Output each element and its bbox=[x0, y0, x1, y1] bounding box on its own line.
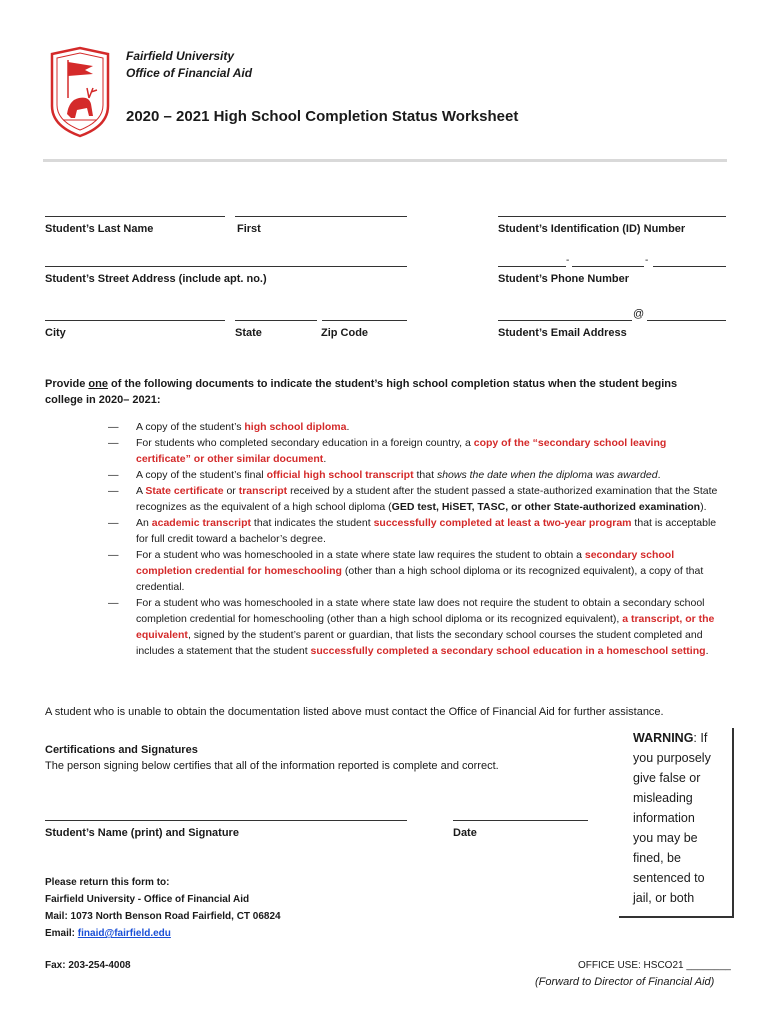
office-use-line: OFFICE USE: HSCO21 ________ bbox=[578, 960, 731, 971]
list-item: — A State certificate or transcript received by a student after the student passed a state-authorized examination that the State recognizes as the equivalent of a high school diploma (GED test, HiSET, TASC, or other State-authorized examination). bbox=[108, 485, 718, 513]
signature-field[interactable] bbox=[45, 820, 407, 821]
email-label: Student’s Email Address bbox=[498, 327, 627, 339]
email-user-field[interactable] bbox=[498, 320, 632, 321]
fax-number: Fax: 203-254-4008 bbox=[45, 960, 131, 971]
email-domain-field[interactable] bbox=[647, 320, 726, 321]
zip-label: Zip Code bbox=[321, 327, 369, 339]
list-item: — For students who completed secondary education in a foreign country, a copy of the “secondary school leaving certificate” or other similar document. bbox=[108, 437, 667, 465]
date-field[interactable] bbox=[453, 820, 588, 821]
list-item: — For a student who was homeschooled in a state where state law does not require the student to obtain a secondary school completion credential for homeschooling (other than a high school diploma or its recognized equivalent), a transcript, or the equivalent, signed by the student’s parent or guardian, that lists the secondary school courses the student completed and includes a statement that the student successfully completed a secondary school education in a homeschool setting. bbox=[108, 597, 715, 657]
return-address: Please return this form to: Fairfield University - Office of Financial Aid Mail: 1073 North Benson Road Fairfield, CT 06824 Email: finaid@fairfield.edu bbox=[45, 877, 281, 939]
email-at-sign: @ bbox=[633, 308, 645, 320]
university-crest-logo bbox=[49, 46, 111, 138]
phone-separator: - bbox=[566, 255, 570, 266]
warning-box: WARNING: If you purposely give false or misleading information you may be fined, be sentenced to jail, or both bbox=[619, 728, 734, 918]
header-org bbox=[126, 48, 252, 82]
last-name-label: Student’s Last Name bbox=[45, 223, 154, 235]
phone-prefix-field[interactable] bbox=[572, 266, 644, 267]
zip-field[interactable] bbox=[322, 320, 407, 321]
street-address-field[interactable] bbox=[45, 266, 407, 267]
certifications-text: The person signing below certifies that all of the information reported is complete and correct. bbox=[45, 760, 499, 772]
phone-label: Student’s Phone Number bbox=[498, 273, 629, 285]
city-field[interactable] bbox=[45, 320, 225, 321]
student-id-label: Student’s Identification (ID) Number bbox=[498, 223, 686, 235]
list-item: — An academic transcript that indicates the student successfully completed at least a two-year program that is acceptable for full credit toward a bachelor’s degree. bbox=[108, 517, 717, 545]
student-id-field[interactable] bbox=[498, 216, 726, 217]
state-label: State bbox=[235, 327, 262, 339]
date-label: Date bbox=[453, 827, 477, 839]
state-field[interactable] bbox=[235, 320, 317, 321]
phone-line-field[interactable] bbox=[653, 266, 726, 267]
page-title: 2020 – 2021 High School Completion Status Worksheet bbox=[126, 108, 519, 125]
phone-separator: - bbox=[645, 255, 649, 266]
university-name: Fairfield University bbox=[126, 49, 235, 63]
forward-note: (Forward to Director of Financial Aid) bbox=[535, 976, 715, 988]
header-divider bbox=[43, 159, 727, 162]
phone-area-field[interactable] bbox=[498, 266, 566, 267]
email-link[interactable]: finaid@fairfield.edu bbox=[77, 928, 171, 939]
signature-label: Student’s Name (print) and Signature bbox=[45, 827, 239, 839]
city-label: City bbox=[45, 327, 66, 339]
documents-intro: Provide one of the following documents to indicate the student’s high school completion status when the student begins college in 2020– 2021: bbox=[45, 378, 678, 406]
certifications-title: Certifications and Signatures bbox=[45, 744, 198, 756]
street-address-label: Student’s Street Address (include apt. no.) bbox=[45, 273, 267, 285]
office-name: Office of Financial Aid bbox=[126, 66, 253, 80]
assistance-note: A student who is unable to obtain the documentation listed above must contact the Office of Financial Aid for further assistance. bbox=[45, 706, 664, 718]
list-item: — A copy of the student’s high school diploma. bbox=[108, 421, 350, 433]
first-name-field[interactable] bbox=[235, 216, 407, 217]
documents-list bbox=[108, 419, 718, 659]
list-item: — For a student who was homeschooled in a state where state law requires the student to obtain a secondary school completion credential for homeschooling (other than a high school diploma or its recognized equivalent), a copy of that credential. bbox=[108, 549, 704, 593]
first-name-label: First bbox=[237, 223, 261, 235]
list-item: — A copy of the student’s final official high school transcript that shows the date when the diploma was awarded. bbox=[108, 469, 661, 481]
warning-label: WARNING bbox=[633, 731, 694, 745]
last-name-field[interactable] bbox=[45, 216, 225, 217]
